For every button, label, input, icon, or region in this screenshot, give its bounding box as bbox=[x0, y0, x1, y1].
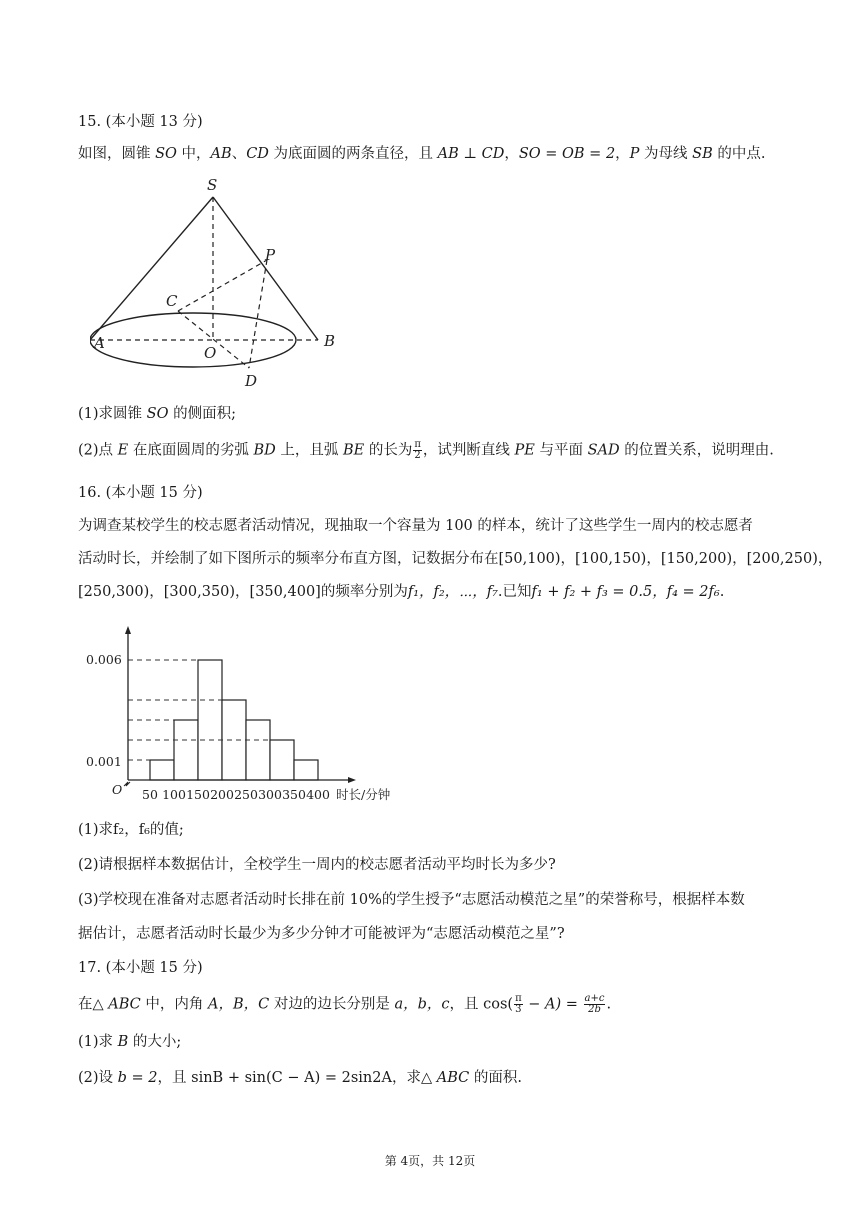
generatrix-SB bbox=[213, 197, 318, 340]
histogram-bar bbox=[174, 720, 198, 780]
q16-header: 16. (本小题 15 分) bbox=[78, 485, 203, 501]
x-axis-label: 时长/分钟 bbox=[336, 787, 391, 802]
x-axis-arrow bbox=[348, 777, 356, 783]
x-tick-label: 350 bbox=[282, 787, 306, 802]
q15-part1: (1)求圆锥 SO 的侧面积; bbox=[78, 406, 236, 422]
label-S: S bbox=[207, 176, 218, 194]
cone-figure bbox=[90, 172, 350, 394]
segment-CP bbox=[178, 260, 267, 311]
q17-line1: 在△ ABC 中，内角 A，B，C 对边的边长分别是 a，b，c，且 cos( $\frac{\pi}{3}$ − A) = $\frac{a+c}{2b}$ . bbox=[78, 993, 612, 1015]
q16-line3: [250,300)，[300,350)，[350,400]的频率分别为f₁，f₂，⋯，f₇.已知f₁ + f₂ + f₃ = 0.5，f₄ = 2f₆. bbox=[78, 584, 725, 600]
histogram-bar bbox=[294, 760, 318, 780]
q16-part2: (2)请根据样本数据估计，全校学生一周内的校志愿者活动平均时长为多少? bbox=[78, 857, 556, 873]
page-footer: 第 4页，共 12页 bbox=[384, 1154, 476, 1168]
generatrix-SA bbox=[90, 197, 213, 340]
y-tick-0.006: 0.006 bbox=[86, 652, 122, 667]
fraction-pi-over-3: $\frac{\pi}{3}$ bbox=[515, 993, 522, 1015]
x-tick-label: 100 bbox=[162, 787, 186, 802]
q17-part1: (1)求 B 的大小; bbox=[78, 1034, 182, 1050]
x-tick-label: 300 bbox=[258, 787, 282, 802]
segment-PD bbox=[249, 260, 267, 368]
q15-header: 15. (本小题 13 分) bbox=[78, 114, 203, 130]
y-tick-0.001: 0.001 bbox=[86, 754, 122, 769]
origin-label: O bbox=[112, 782, 123, 797]
x-tick-label: 250 bbox=[234, 787, 258, 802]
histogram-bar bbox=[222, 700, 246, 780]
q16-part1: (1)求f₂，f₆的值; bbox=[78, 822, 184, 838]
label-P: P bbox=[265, 246, 276, 264]
x-tick-label: 50 bbox=[142, 787, 158, 802]
bars bbox=[150, 660, 318, 780]
label-O: O bbox=[204, 344, 217, 362]
fraction-a-plus-c-over-2b: $\frac{a+c}{2b}$ bbox=[584, 993, 605, 1015]
q16-line2: 活动时长，并绘制了如下图所示的频率分布直方图，记数据分布在[50,100)，[100,150)，[150,200)，[200,250)， bbox=[78, 551, 833, 567]
q17-header: 17. (本小题 15 分) bbox=[78, 960, 203, 976]
label-B: B bbox=[324, 332, 336, 350]
q16-line1: 为调查某校学生的校志愿者活动情况，现抽取一个容量为 100 的样本，统计了这些学生一周内的校志愿者 bbox=[78, 518, 753, 534]
q16-part3-line1: (3)学校现在准备对志愿者活动时长排在前 10%的学生授予“志愿活动模范之星”的荣誉称号，根据样本数 bbox=[78, 892, 745, 908]
x-tick-label: 400 bbox=[306, 787, 330, 802]
label-C: C bbox=[166, 292, 178, 310]
y-axis-arrow bbox=[125, 626, 131, 634]
axis-break-mark bbox=[124, 782, 130, 786]
label-A: A bbox=[94, 334, 105, 352]
frequency-histogram bbox=[80, 620, 420, 810]
histogram-bar bbox=[150, 760, 174, 780]
q16-part3-line2: 据估计，志愿者活动时长最少为多少分钟才可能被评为“志愿活动模范之星”? bbox=[78, 926, 565, 942]
q15-part2: (2)点 E 在底面圆周的劣弧 BD 上，且弧 BE 的长为 $\frac{\pi}{2}$ ，试判断直线 PE 与平面 SAD 的位置关系，说明理由. bbox=[78, 439, 774, 461]
histogram-bar bbox=[270, 740, 294, 780]
q15-intro: 如图，圆锥 SO 中，AB、CD 为底面圆的两条直径，且 AB ⊥ CD，SO = OB = 2，P 为母线 SB 的中点. bbox=[78, 146, 766, 162]
q17-part2: (2)设 b = 2，且 sinB + sin(C − A) = 2sin2A，求△ ABC 的面积. bbox=[78, 1070, 522, 1086]
label-D: D bbox=[245, 372, 258, 390]
histogram-bar bbox=[198, 660, 222, 780]
x-tick-label: 150 bbox=[186, 787, 210, 802]
x-tick-label: 200 bbox=[210, 787, 234, 802]
fraction-pi-over-2: $\frac{\pi}{2}$ bbox=[414, 439, 421, 461]
histogram-bar bbox=[246, 720, 270, 780]
